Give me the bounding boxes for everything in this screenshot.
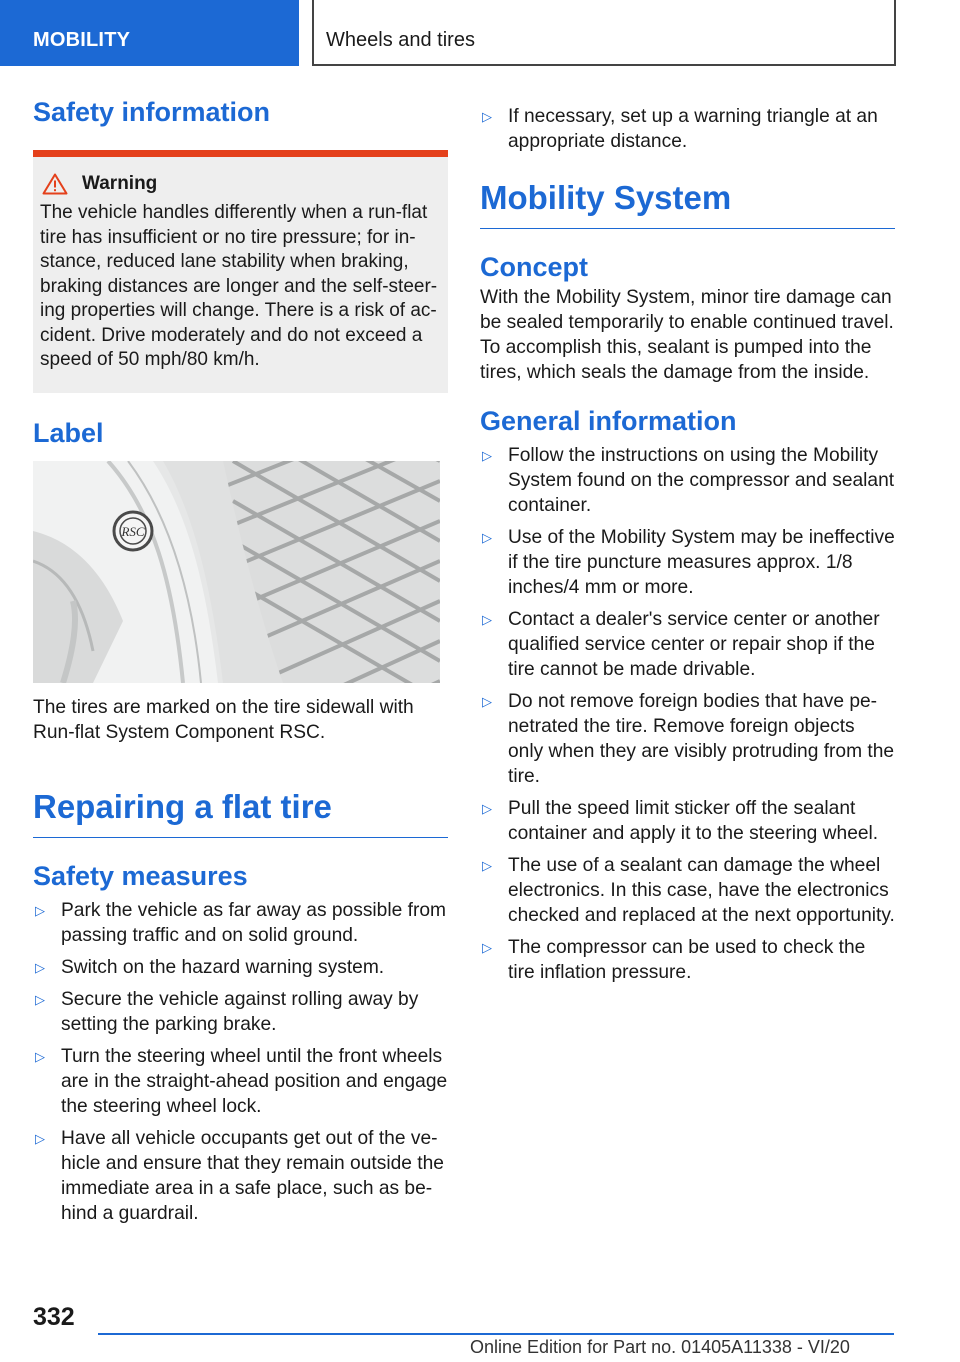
page-header: [0, 0, 960, 66]
continued-list: [480, 104, 895, 154]
warning-triangle-icon: [42, 173, 68, 195]
bullet-triangle-icon: ▷: [35, 903, 45, 919]
list-item: ▷ Contact a dealer's service center or another qualified service center or repair shop if the tire cannot be made drivable.: [482, 609, 880, 681]
left-column: [33, 96, 448, 1233]
footer-divider: [98, 1333, 894, 1335]
list-item: ▷ The use of a sealant can damage the wheel electronics. In this case, have the electronics checked and replaced at the next opportunity.: [482, 855, 895, 927]
general-information-heading: General information: [480, 405, 737, 436]
list-item: ▷ The compressor can be used to check the tire inflation pressure.: [482, 937, 866, 984]
bullet-triangle-icon: ▷: [482, 448, 492, 464]
rsc-logo: [114, 512, 152, 550]
bullet-triangle-icon: ▷: [482, 801, 492, 817]
edition-text: Online Edition for Part no. 01405A11338 - VI/20: [470, 1337, 850, 1357]
list-item: ▷ Pull the speed limit sticker off the sealant container and apply it to the steering wheel.: [482, 798, 879, 845]
page-footer: [0, 1295, 960, 1362]
label-description: The tires are marked on the tire sidewall with Run-flat System Component RSC.: [33, 697, 414, 744]
tire-sidewall-illustration: [33, 461, 440, 683]
page-number: 332: [33, 1303, 75, 1331]
chapter-title: Wheels and tires: [312, 0, 896, 66]
tire-image: [33, 461, 448, 683]
bullet-triangle-icon: ▷: [482, 694, 492, 710]
bullet-triangle-icon: ▷: [482, 530, 492, 546]
concept-heading: Concept: [480, 251, 588, 282]
list-item: ▷ Secure the vehicle against rolling away by setting the parking brake.: [35, 989, 419, 1036]
repairing-flat-tire-heading: Repairing a flat tire: [33, 787, 448, 838]
bullet-triangle-icon: ▷: [482, 612, 492, 628]
warning-box: [33, 150, 448, 393]
safety-information-heading: Safety information: [33, 97, 271, 127]
concept-text: With the Mobility System, minor tire damage can be sealed temporarily to enable continued travel. To accomplish this, sealant is pumped into the tires, which seals the damage from the inside.: [480, 286, 894, 383]
label-heading: Label: [33, 417, 104, 448]
list-item: ▷ If necessary, set up a warning triangle at an appropriate distance.: [482, 106, 878, 152]
svg-text:RSC: RSC: [121, 524, 145, 540]
warning-header: [42, 173, 440, 195]
bullet-triangle-icon: ▷: [35, 1131, 45, 1147]
bullet-triangle-icon: ▷: [35, 1049, 45, 1065]
warning-text: The vehicle handles differently when a run-flat tire has insufficient or no tire pressure; for instance, reduced lane stability when braking, braking distances are longer and the self-steering properties will change. There is a risk of accident. Drive moderately and do not exceed a speed of 50 mph/80 km/h.: [40, 202, 438, 371]
list-item: ▷ Park the vehicle as far away as possible from passing traffic and on solid ground.: [35, 900, 446, 947]
list-item: ▷ Switch on the hazard warning system.: [35, 957, 385, 979]
section-tab: MOBILITY: [0, 0, 299, 66]
list-item: ▷ Follow the instructions on using the Mobility System found on the compressor and sealant container.: [482, 445, 895, 517]
mobility-system-heading: Mobility System: [480, 178, 895, 229]
safety-measures-heading: Safety measures: [33, 860, 248, 891]
bullet-triangle-icon: ▷: [35, 960, 45, 976]
general-information-list: [480, 443, 895, 985]
bullet-triangle-icon: ▷: [482, 109, 492, 124]
list-item: ▷ Turn the steering wheel until the front wheels are in the straight-ahead position and engage the steering wheel lock.: [35, 1046, 448, 1118]
list-item: ▷ Have all vehicle occupants get out of the vehicle and ensure that they remain outside the immediate area in a safe place, such as behind a guardrail.: [35, 1128, 444, 1225]
bullet-triangle-icon: ▷: [35, 992, 45, 1008]
safety-measures-list: [33, 898, 448, 1226]
right-column: [480, 104, 895, 992]
list-item: ▷ Use of the Mobility System may be ineffective if the tire puncture measures approx. 1/8 inches/4 mm or more.: [482, 527, 895, 599]
warning-title: Warning: [82, 173, 158, 195]
list-item: ▷ Do not remove foreign bodies that have penetrated the tire. Remove foreign objects only when they are visibly protruding from the tire.: [482, 691, 895, 788]
bullet-triangle-icon: ▷: [482, 940, 492, 956]
bullet-triangle-icon: ▷: [482, 858, 492, 874]
